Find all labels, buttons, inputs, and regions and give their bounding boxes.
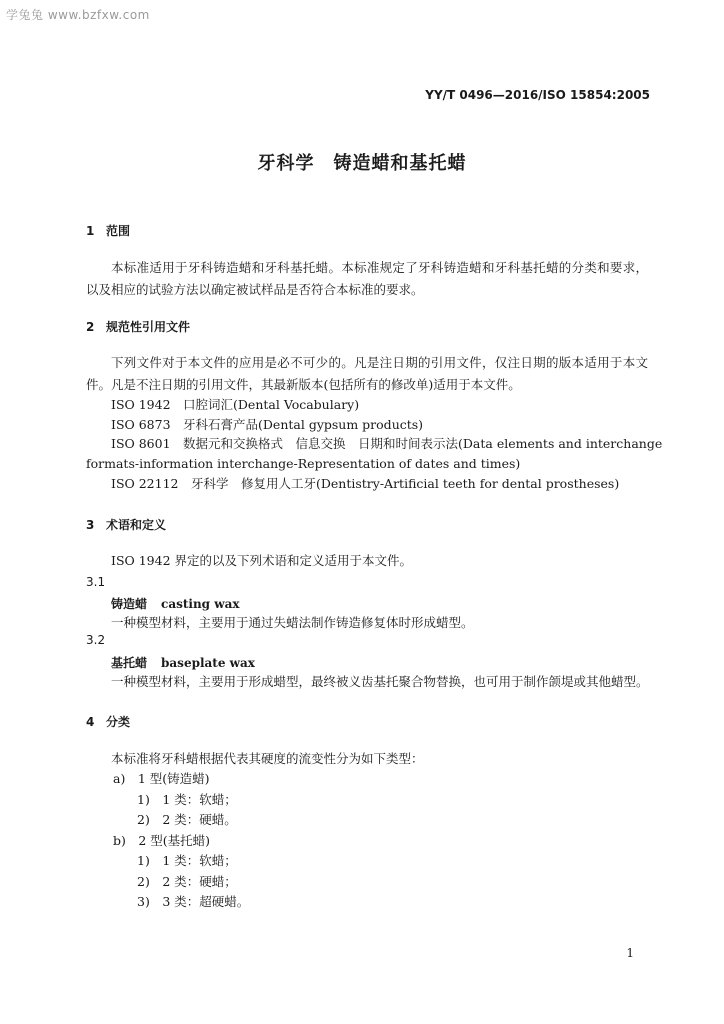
section-4-intro: 本标准将牙科蜡根据代表其硬度的流变性分为如下类型： xyxy=(111,751,424,766)
term-chinese: 基托蜡 xyxy=(111,656,148,670)
section-3-intro: ISO 1942 界定的以及下列术语和定义适用于本文件。 xyxy=(111,553,413,568)
term-english: casting wax xyxy=(161,597,240,611)
list-item: a) 1 型(铸造蜡) xyxy=(113,771,210,786)
section-number: 1 xyxy=(86,224,95,238)
reference-iso-22112: ISO 22112 牙科学 修复用人工牙(Dentistry-Artificial teeth for dental prostheses) xyxy=(111,476,620,491)
list-item: 2) 2 类：硬蜡； xyxy=(137,874,237,889)
section-number: 4 xyxy=(86,715,95,729)
term-number: 3.2 xyxy=(86,633,106,647)
reference-iso-8601: ISO 8601 数据元和交换格式 信息交换 日期和时间表示法(Data elements and interchange xyxy=(111,436,663,451)
watermark-text: 学兔兔 www.bzfxw.com xyxy=(6,8,150,22)
section-title: 规范性引用文件 xyxy=(106,320,191,334)
section-title: 分类 xyxy=(106,715,131,729)
term-chinese: 铸造蜡 xyxy=(111,597,148,611)
section-title: 范围 xyxy=(106,224,131,238)
term-casting-wax xyxy=(111,595,240,612)
section-number: 3 xyxy=(86,518,95,532)
list-item: 1) 1 类：软蜡； xyxy=(137,853,237,868)
page-number: 1 xyxy=(626,946,634,960)
section-1-heading xyxy=(86,222,130,239)
list-item: 3) 3 类：超硬蜡。 xyxy=(137,894,250,909)
reference-iso-8601-continued: formats-information interchange-Representation of dates and times) xyxy=(86,456,521,471)
reference-iso-6873: ISO 6873 牙科石膏产品(Dental gypsum products) xyxy=(111,417,424,432)
term-baseplate-wax xyxy=(111,654,255,671)
reference-iso-1942: ISO 1942 口腔词汇(Dental Vocabulary) xyxy=(111,397,360,412)
section-number: 2 xyxy=(86,320,95,334)
term-definition: 一种模型材料，主要用于通过失蜡法制作铸造修复体时形成蜡型。 xyxy=(111,615,474,630)
list-item: 2) 2 类：硬蜡。 xyxy=(137,812,237,827)
document-title: 牙科学 铸造蜡和基托蜡 xyxy=(257,153,467,174)
section-2-paragraph: 下列文件对于本文件的应用是必不可少的。凡是注日期的引用文件，仅注日期的版本适用于本文件。凡是不注日期的引用文件，其最新版本(包括所有的修改单)适用于本文件。 xyxy=(86,355,648,392)
section-4-heading xyxy=(86,713,130,730)
standard-code: YY/T 0496—2016/ISO 15854:2005 xyxy=(425,88,650,102)
section-3-heading xyxy=(86,516,166,533)
section-2-heading xyxy=(86,318,190,335)
section-1-paragraph: 本标准适用于牙科铸造蜡和牙科基托蜡。本标准规定了牙科铸造蜡和牙科基托蜡的分类和要求，以及相应的试验方法以确定被试样品是否符合本标准的要求。 xyxy=(86,260,648,297)
section-title: 术语和定义 xyxy=(106,518,167,532)
term-number: 3.1 xyxy=(86,575,106,589)
list-item: b) 2 型(基托蜡) xyxy=(113,833,211,848)
list-item: 1) 1 类：软蜡； xyxy=(137,792,237,807)
term-definition: 一种模型材料，主要用于形成蜡型，最终被义齿基托聚合物替换，也可用于制作颌堤或其他蜡型。 xyxy=(111,674,649,689)
term-english: baseplate wax xyxy=(161,656,255,670)
